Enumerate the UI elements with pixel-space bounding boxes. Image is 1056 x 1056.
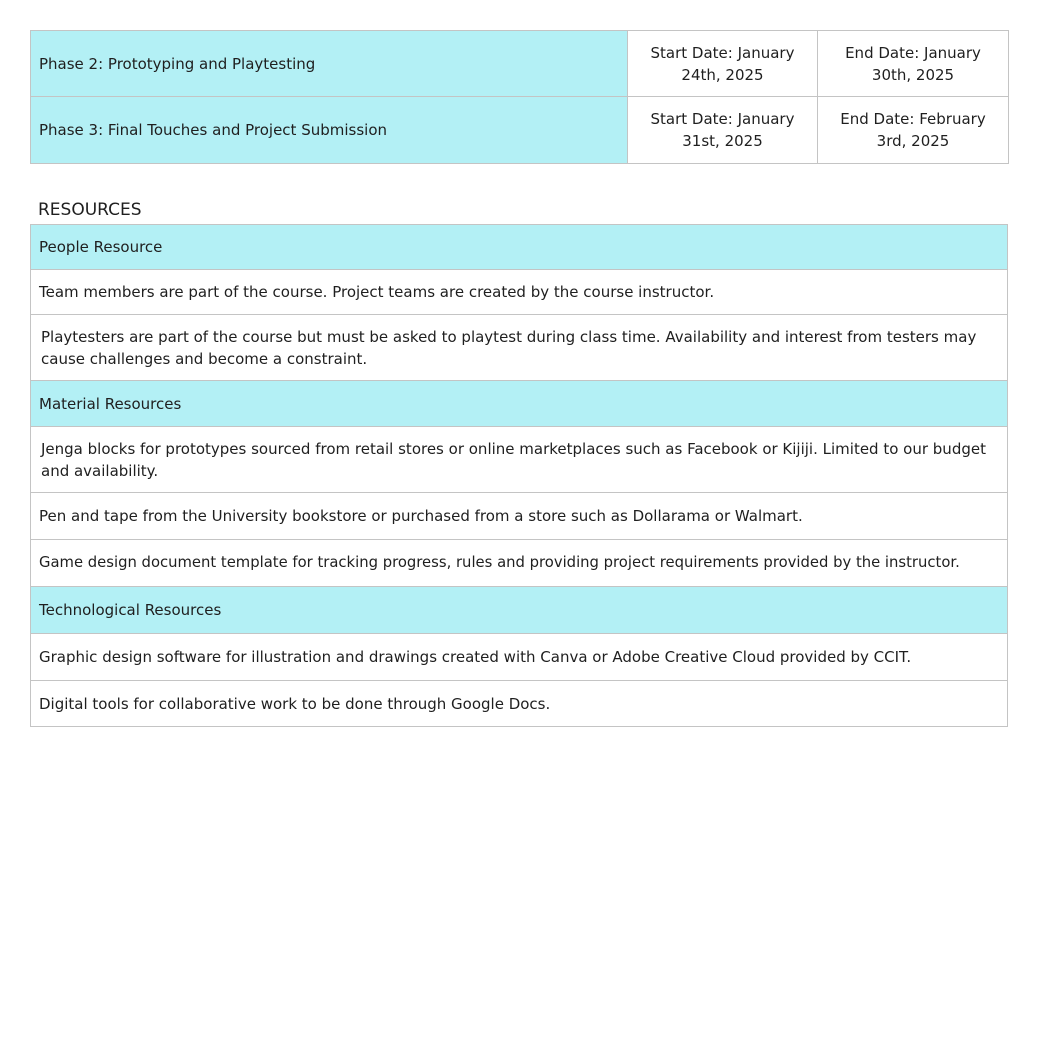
start-date-cell: Start Date: January 31st, 2025 bbox=[628, 97, 818, 164]
people-resource-header: People Resource bbox=[31, 225, 1008, 270]
resource-item: Jenga blocks for prototypes sourced from retail stores or online marketplaces such as Facebook or Kijiji. Limited to our budget and availability. bbox=[31, 427, 1008, 493]
table-row bbox=[31, 634, 1008, 681]
table-row bbox=[31, 270, 1008, 315]
table-row bbox=[31, 225, 1008, 270]
table-row bbox=[31, 97, 1009, 164]
resource-item: Graphic design software for illustration and drawings created with Canva or Adobe Creative Cloud provided by CCIT. bbox=[31, 634, 1008, 681]
resource-item: Pen and tape from the University bookstore or purchased from a store such as Dollarama or Walmart. bbox=[31, 493, 1008, 540]
resources-table bbox=[30, 224, 1008, 727]
table-row bbox=[31, 540, 1008, 587]
resource-item: Playtesters are part of the course but must be asked to playtest during class time. Availability and interest from testers may cause challenges and become a constraint. bbox=[31, 315, 1008, 381]
start-date-cell: Start Date: January 24th, 2025 bbox=[628, 31, 818, 97]
table-row bbox=[31, 587, 1008, 634]
material-resources-header: Material Resources bbox=[31, 381, 1008, 427]
table-row bbox=[31, 427, 1008, 493]
end-date-cell: End Date: January 30th, 2025 bbox=[818, 31, 1009, 97]
document-page bbox=[30, 30, 1008, 727]
table-row bbox=[31, 493, 1008, 540]
phase-timeline-table bbox=[30, 30, 1009, 164]
resources-heading: RESOURCES bbox=[38, 200, 142, 220]
phase-name-cell: Phase 3: Final Touches and Project Submission bbox=[31, 97, 628, 164]
end-date-cell: End Date: February 3rd, 2025 bbox=[818, 97, 1009, 164]
resource-item: Game design document template for tracking progress, rules and providing project requirements provided by the instructor. bbox=[31, 540, 1008, 587]
resource-item: Digital tools for collaborative work to be done through Google Docs. bbox=[31, 681, 1008, 727]
table-row bbox=[31, 681, 1008, 727]
phase-name-cell: Phase 2: Prototyping and Playtesting bbox=[31, 31, 628, 97]
technological-resources-header: Technological Resources bbox=[31, 587, 1008, 634]
table-row bbox=[31, 381, 1008, 427]
resource-item: Team members are part of the course. Project teams are created by the course instructor. bbox=[31, 270, 1008, 315]
table-row bbox=[31, 315, 1008, 381]
table-row bbox=[31, 31, 1009, 97]
